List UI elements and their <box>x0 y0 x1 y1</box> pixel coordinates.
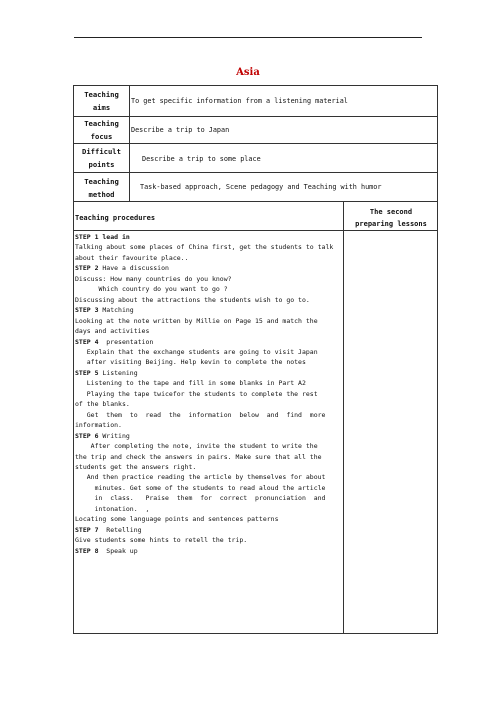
procedure-line <box>75 514 343 524</box>
procedure-text: the trip and check the answers in pairs. Make sure that all the <box>75 452 322 461</box>
procedure-text: Looking at the note written by Millie on Page 15 and match the <box>75 316 318 325</box>
second-column-divider <box>343 201 344 633</box>
header-line: The second <box>369 208 413 216</box>
header-rule <box>74 37 422 38</box>
label-line: points <box>88 160 115 169</box>
procedure-text: Give students some hints to retell the trip. <box>75 536 248 545</box>
procedure-line <box>75 326 343 336</box>
aims-value: To get specific information from a listening material <box>131 97 348 105</box>
procedure-text: Matching <box>98 306 134 315</box>
procedure-text: in class. Praise them for correct pronunciation and <box>75 494 326 503</box>
procedure-text: Which country do you want to go ? <box>75 285 228 294</box>
label-line: Teaching <box>84 119 119 128</box>
procedure-text: Speak up <box>98 546 138 555</box>
focus-value: Describe a trip to Japan <box>131 126 230 134</box>
label-line: focus <box>90 132 113 141</box>
step-label: STEP 3 <box>75 306 99 315</box>
procedure-line <box>75 232 343 242</box>
procedure-text: of the blanks. <box>75 400 130 409</box>
procedure-line <box>75 420 343 430</box>
procedure-line <box>75 284 343 294</box>
method-value: Task-based approach, Scene pedagogy and Teaching with humor <box>140 183 382 191</box>
row-divider <box>73 201 438 202</box>
procedure-text: intonation. , <box>75 504 150 513</box>
procedure-line <box>75 316 343 326</box>
procedure-text: After completing the note, invite the student to write the <box>75 442 318 451</box>
step-label: STEP 1 lead in <box>75 233 130 241</box>
procedure-line <box>75 504 343 514</box>
procedure-text: Writing <box>98 431 130 440</box>
procedure-line <box>75 347 343 357</box>
step-label: STEP 8 <box>75 546 99 555</box>
procedure-line <box>75 337 343 347</box>
label-line: Teaching <box>84 90 119 99</box>
procedure-text: Locating some language points and sentences patterns <box>75 515 279 524</box>
procedure-line <box>75 431 343 441</box>
procedure-text: And then practice reading the article by themselves for about <box>75 473 326 482</box>
method-label <box>73 175 130 201</box>
header-line: preparing lessons <box>355 220 427 228</box>
row-divider <box>73 172 438 173</box>
row-divider <box>73 230 438 231</box>
procedure-line <box>75 399 343 409</box>
table-border-right <box>437 85 438 634</box>
label-line: Difficult <box>82 147 121 156</box>
step-label: STEP 4 <box>75 337 99 346</box>
difficult-points-value: Describe a trip to some place <box>142 155 261 163</box>
procedure-line <box>75 462 343 472</box>
procedure-text: Talking about some places of China first, get the students to talk <box>75 243 334 252</box>
row-divider <box>73 143 438 144</box>
procedure-text: Explain that the exchange students are going to visit Japan <box>75 347 318 356</box>
procedure-text: after visiting Beijing. Help kevin to complete the notes <box>75 358 306 367</box>
procedure-line <box>75 452 343 462</box>
procedure-line <box>75 493 343 503</box>
step-label: STEP 2 <box>75 264 99 273</box>
procedure-text: students get the answers right. <box>75 462 197 471</box>
procedure-line <box>75 441 343 451</box>
procedure-text: Retelling <box>98 525 142 534</box>
second-lessons-header <box>344 206 438 230</box>
procedure-text: Playing the tape twicefor the students to complete the rest <box>75 389 318 398</box>
procedure-text: Discuss: How many countries do you know? <box>75 274 232 283</box>
table-border-top <box>73 85 438 86</box>
procedure-text: Listening to the tape and fill in some blanks in Part A2 <box>75 379 306 388</box>
procedure-line <box>75 378 343 388</box>
label-line: method <box>88 190 115 199</box>
procedure-line <box>75 410 343 420</box>
label-line: Teaching <box>84 177 119 186</box>
procedure-line <box>75 274 343 284</box>
step-label: STEP 6 <box>75 431 99 440</box>
procedure-text: Have a discussion <box>98 264 169 273</box>
procedure-text: minutes. Get some of the students to read aloud the article <box>75 483 326 492</box>
procedure-text: days and activities <box>75 327 150 336</box>
procedure-line <box>75 305 343 315</box>
label-line: aims <box>92 103 111 112</box>
procedure-line <box>75 535 343 545</box>
procedure-line <box>75 389 343 399</box>
procedure-line <box>75 546 343 556</box>
focus-label <box>73 117 130 143</box>
difficult-points-label <box>73 145 130 171</box>
procedure-line <box>75 253 343 263</box>
step-label: STEP 7 <box>75 525 99 534</box>
procedure-text: Discussing about the attractions the students wish to go to. <box>75 295 310 304</box>
table-border-bottom <box>73 633 438 634</box>
aims-label <box>73 88 130 114</box>
procedure-line <box>75 295 343 305</box>
procedure-line <box>75 525 343 535</box>
page-title: Asia <box>236 67 260 78</box>
procedure-line <box>75 357 343 367</box>
procedure-line <box>75 263 343 273</box>
procedure-line <box>75 483 343 493</box>
procedure-line <box>75 368 343 378</box>
procedures-header: Teaching procedures <box>75 214 156 222</box>
procedure-text: about their favourite place.. <box>75 253 189 262</box>
step-label: STEP 5 <box>75 368 99 377</box>
procedure-text: information. <box>75 421 122 430</box>
procedure-text: Get them to read the information below and find more <box>75 410 326 419</box>
procedure-line <box>75 242 343 252</box>
procedure-text: presentation <box>98 337 154 346</box>
procedure-line <box>75 472 343 482</box>
procedure-body <box>75 232 343 556</box>
procedure-text: Listening <box>98 368 138 377</box>
